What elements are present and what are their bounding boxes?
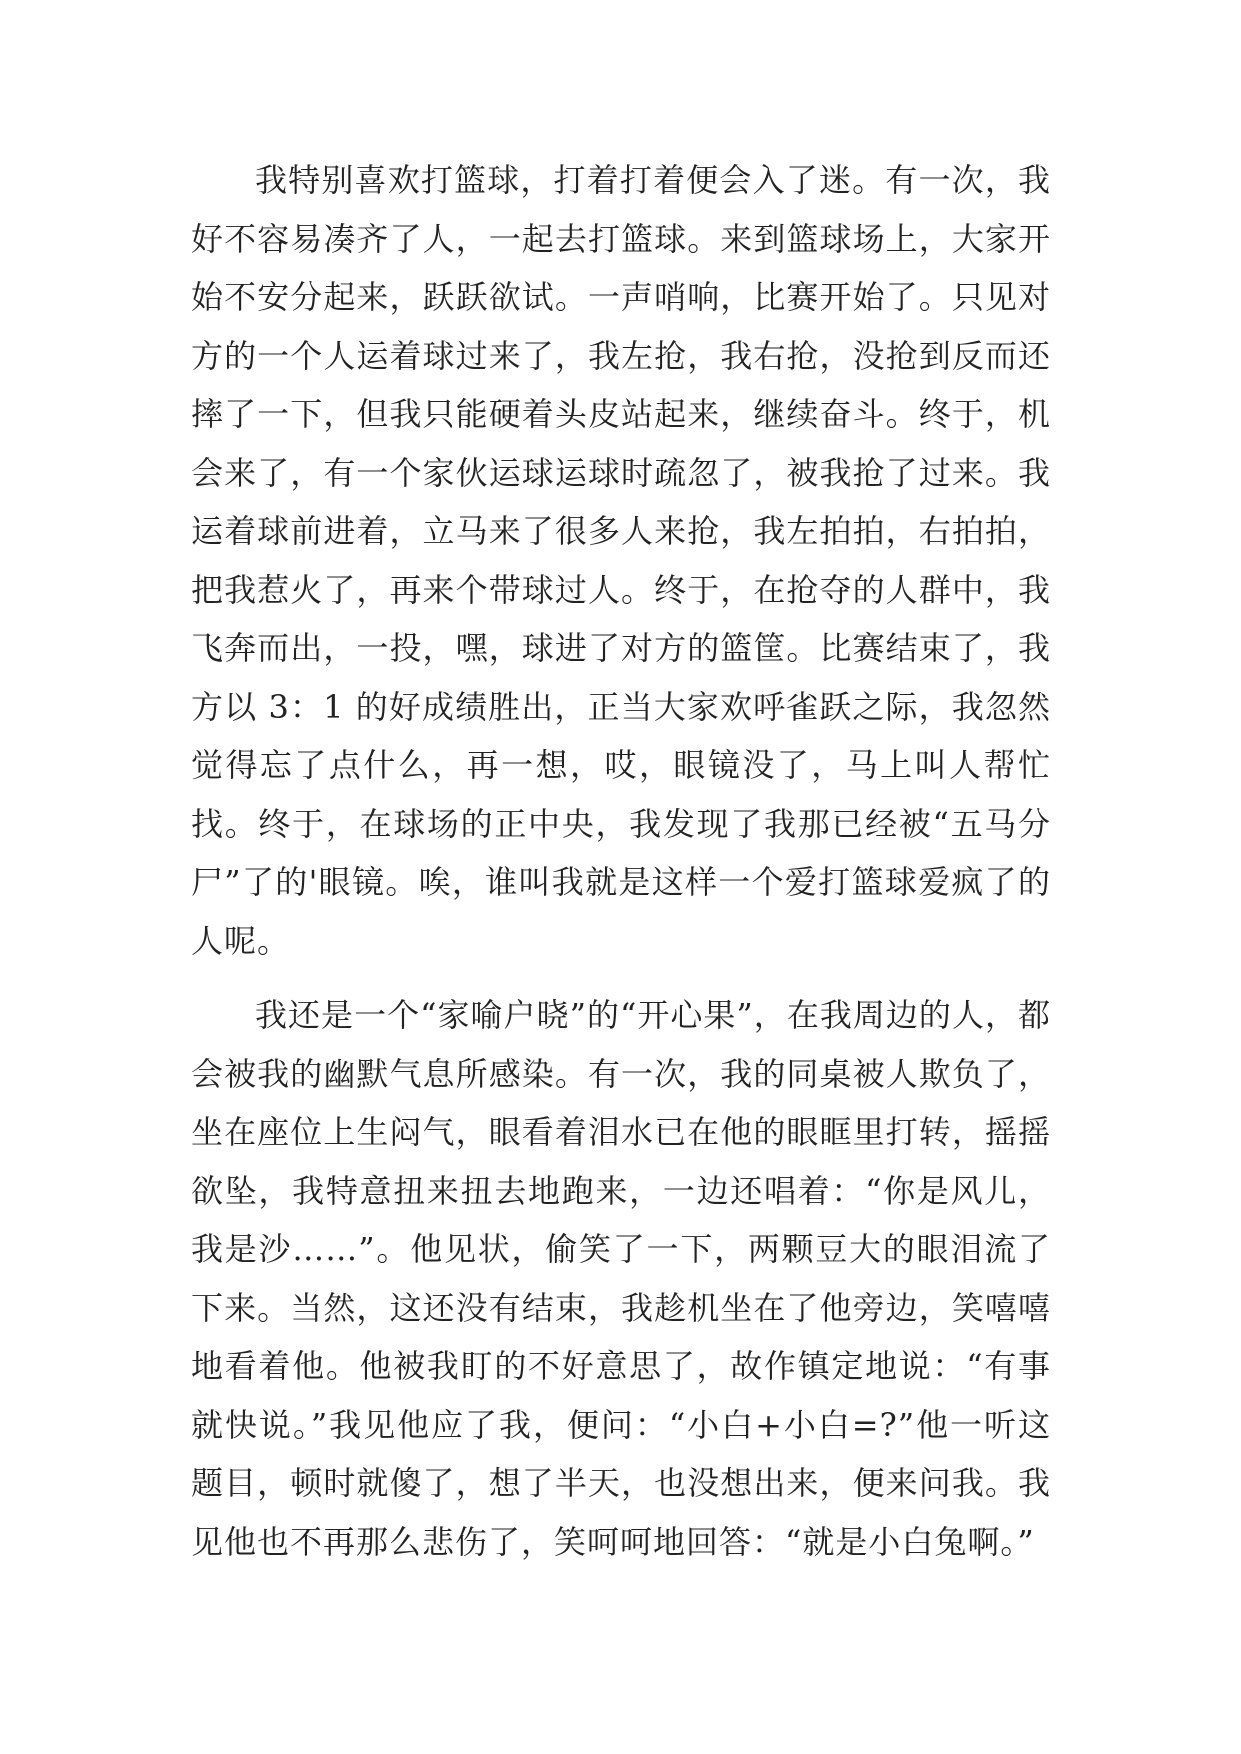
paragraph-happy-fruit: 我还是一个“家喻户晓”的“开心果”，在我周边的人，都会被我的幽默气息所感染。有一次，我的同桌被人欺负了，坐在座位上生闷气，眼看着泪水已在他的眼眶里打转，摇摇欲坠，我特意扭来扭去地跑来，一边还唱着：“你是风儿，我是沙……”。他见状，偷笑了一下，两颗豆大的眼泪流了下来。当然，这还没有结束，我趁机坐在了他旁边，笑嘻嘻地看着他。他被我盯的不好意思了，故作镇定地说：“有事就快说。”我见他应了我，便问：“小白+小白=?”他一听这题目，顿时就傻了，想了半天，也没想出来，便来问我。我见他也不再那么悲伤了，笑呵呵地回答：“就是小白兔啊。” xyxy=(191,996,1051,1561)
document-body xyxy=(191,151,1051,1571)
paragraph-basketball: 我特别喜欢打篮球，打着打着便会入了迷。有一次，我好不容易凑齐了人，一起去打篮球。来到篮球场上，大家开始不安分起来，跃跃欲试。一声哨响，比赛开始了。只见对方的一个人运着球过来了，我左抢，我右抢，没抢到反而还摔了一下，但我只能硬着头皮站起来，继续奋斗。终于，机会来了，有一个家伙运球运球时疏忽了，被我抢了过来。我运着球前进着，立马来了很多人来抢，我左拍拍，右拍拍，把我惹火了，再来个带球过人。终于，在抢夺的人群中，我飞奔而出，一投，嘿，球进了对方的篮筐。比赛结束了，我方以 3：1 的好成绩胜出，正当大家欢呼雀跃之际，我忽然觉得忘了点什么，再一想，哎，眼镜没了，马上叫人帮忙找。终于，在球场的正中央，我发现了我那已经被“五马分尸”了的'眼镜。唉，谁叫我就是这样一个爱打篮球爱疯了的人呢。 xyxy=(191,161,1051,960)
